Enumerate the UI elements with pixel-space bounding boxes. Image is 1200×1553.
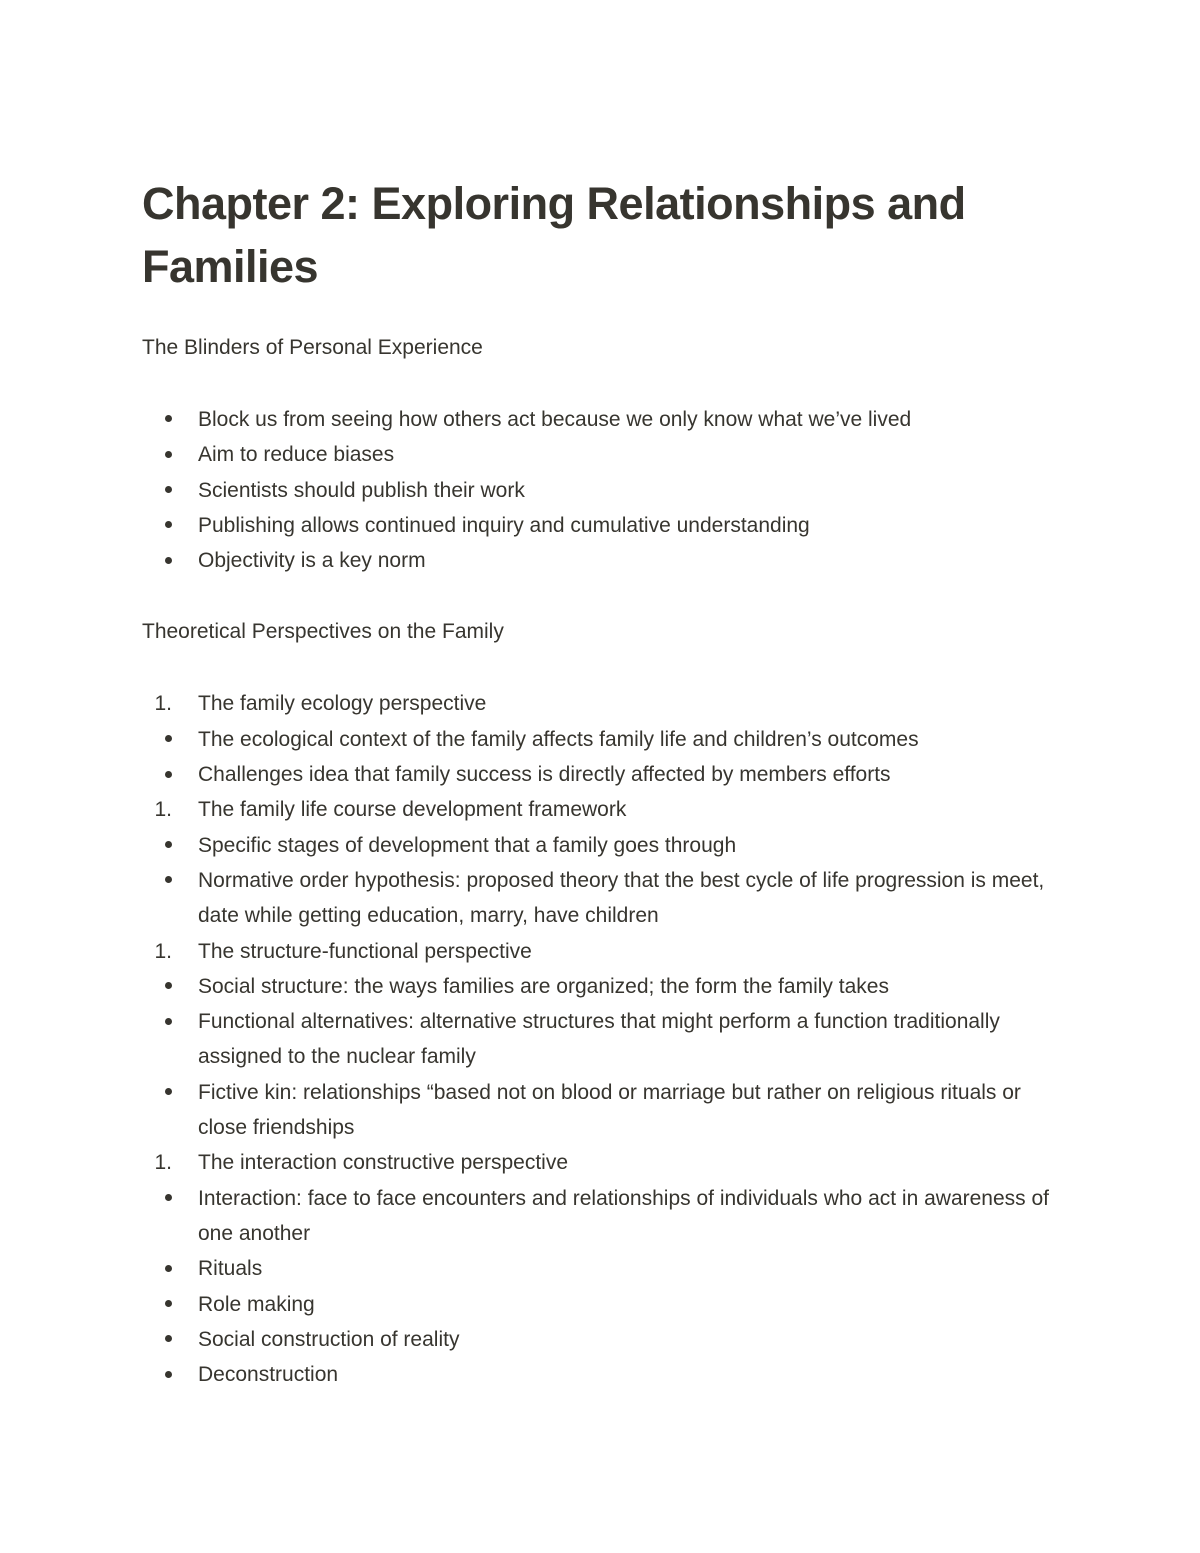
bullet-marker [142,1181,186,1216]
list-item [142,1322,1062,1357]
list-item [142,1251,1062,1286]
list-item-text: The family life course development framework [198,798,627,822]
number-marker: 1. [154,1151,172,1175]
bullet-marker [142,722,186,757]
list-item [142,1004,1062,1075]
section-heading-blinders: The Blinders of Personal Experience [142,336,483,359]
page-title: Chapter 2: Exploring Relationships and Families [142,178,966,292]
numbered-list-item [142,934,1062,969]
bullet-marker [142,1287,186,1322]
list-item [142,828,1062,863]
bullet-marker [142,863,186,898]
bullet-marker [142,402,186,437]
list-item [142,543,1062,578]
list-item [142,402,1062,437]
list-item-text: Functional alternatives: alternative structures that might perform a function traditionally assigned to the nuclear family [198,1010,1000,1069]
list-item [142,757,1062,792]
list-item-text: Social structure: the ways families are organized; the form the family takes [198,974,889,998]
list-item-text: Aim to reduce biases [198,443,395,467]
list-item-text: Objectivity is a key norm [198,549,426,573]
bullet-marker [142,757,186,792]
list-item-text: Challenges idea that family success is directly affected by members efforts [198,763,891,787]
list-item [142,1075,1062,1146]
section-heading-theoretical-perspectives: Theoretical Perspectives on the Family [142,620,504,644]
list-item-text: Social construction of reality [198,1327,460,1351]
bullet-marker [142,473,186,508]
numbered-list-item [142,792,1062,827]
bullet-marker [142,543,186,578]
list-item-text: Interaction: face to face encounters and relationships of individuals who act in awareness of one another [198,1186,1050,1245]
list-item [142,969,1062,1004]
bullet-marker [142,1075,186,1110]
list-item [142,722,1062,757]
bullet-marker [142,508,186,543]
list-item-text: Publishing allows continued inquiry and cumulative understanding [198,513,810,537]
list-item-text: The family ecology perspective [198,692,487,716]
number-marker: 1. [154,692,172,716]
list-item-text: The structure-functional perspective [198,939,532,963]
list-item-text: The ecological context of the family affects family life and children’s outcomes [198,727,919,751]
number-marker: 1. [154,939,172,963]
list-item [142,508,1062,543]
number-marker: 1. [154,798,172,822]
list-item-text: Scientists should publish their work [198,478,525,502]
list-item-text: Block us from seeing how others act because we only know what we’ve lived [198,408,912,431]
list-item [142,1357,1062,1392]
list-item-text: Normative order hypothesis: proposed theory that the best cycle of life progression is meet, date while getting education, marry, have children [198,868,1045,928]
list-item-text: Role making [198,1292,315,1316]
list-item-text: Deconstruction [198,1363,339,1387]
list-item [142,1287,1062,1322]
perspectives-list [142,686,1062,1392]
list-item [142,473,1062,508]
bullet-marker [142,1322,186,1357]
bullet-marker [142,437,186,472]
numbered-list-item [142,1145,1062,1180]
numbered-list-item [142,686,1062,721]
list-item-text: Specific stages of development that a family goes through [198,833,737,857]
list-item-text: The interaction constructive perspective [198,1151,569,1175]
list-item [142,863,1062,934]
list-item-text: Fictive kin: relationships “based not on blood or marriage but rather on religious rituals or close friendships [198,1080,1021,1140]
blinders-bullet-list [142,402,1062,578]
bullet-marker [142,828,186,863]
document-page [142,172,1062,1392]
bullet-marker [142,1004,186,1039]
list-item [142,437,1062,472]
bullet-marker [142,1251,186,1286]
list-item-text: Rituals [198,1257,263,1281]
bullet-marker [142,1357,186,1392]
list-item [142,1181,1062,1252]
bullet-marker [142,969,186,1004]
